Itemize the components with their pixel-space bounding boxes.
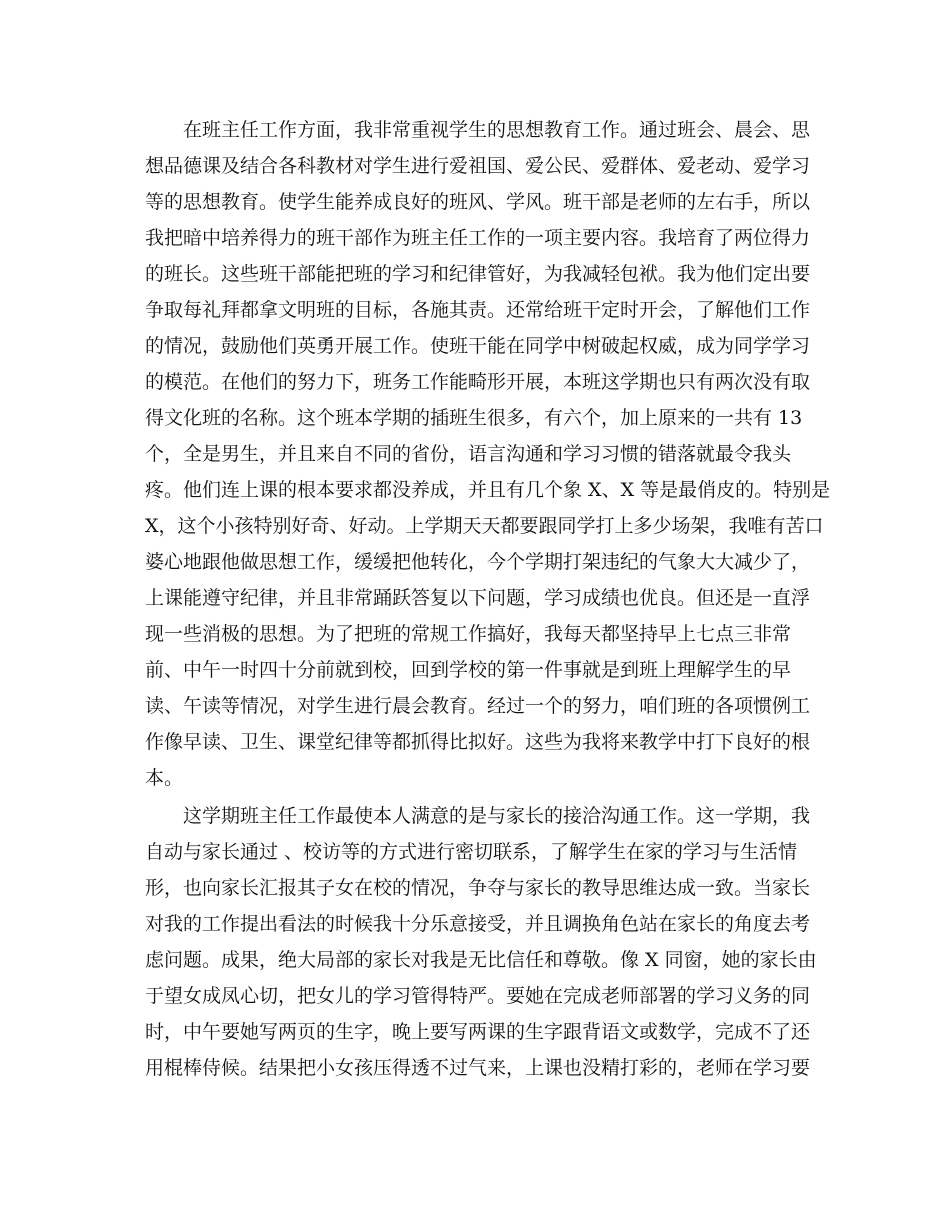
paragraph-2-line-6: 于望女成凤心切，把女儿的学习管得特严。要她在完成老师部署的学习义务的同 bbox=[145, 985, 811, 1007]
paragraph-1-line-14: 上课能遵守纪律，并且非常踊跃答复以下问题，学习成绩也优良。但还是一直浮 bbox=[145, 587, 811, 609]
paragraph-1-line-4: 我把暗中培养得力的班干部作为班主任工作的一项主要内容。我培育了两位得力 bbox=[145, 227, 811, 249]
document-body bbox=[145, 112, 831, 1086]
paragraph-2-line-4: 对我的工作提出看法的时候我十分乐意接受，并且调换角色站在家长的角度去考 bbox=[145, 913, 811, 935]
paragraph-1-line-3: 等的思想教育。使学生能养成良好的班风、学风。班干部是老师的左右手，所以 bbox=[145, 191, 811, 213]
paragraph-1-line-17: 读、午读等情况，对学生进行晨会教育。经过一个的努力，咱们班的各项惯例工 bbox=[145, 695, 811, 717]
paragraph-1-line-13: 婆心地跟他做思想工作，缓缓把他转化，今个学期打架违纪的气象大大减少了， bbox=[145, 551, 811, 573]
paragraph-1-line-11: 疼。他们连上课的根本要求都没养成，并且有几个象 X、X 等是最俏皮的。特别是 bbox=[145, 479, 831, 501]
paragraph-1-line-19: 本。 bbox=[145, 767, 184, 789]
paragraph-2-line-2: 自动与家长通过 、校访等的方式进行密切联系，了解学生在家的学习与生活情 bbox=[145, 841, 798, 863]
paragraph-2-line-8: 用棍棒侍候。结果把小女孩压得透不过气来，上课也没精打彩的，老师在学习要 bbox=[145, 1057, 811, 1079]
paragraph-2-line-3: 形，也向家长汇报其子女在校的情况，争夺与家长的教导思维达成一致。当家长 bbox=[145, 877, 811, 899]
paragraph-1 bbox=[145, 112, 831, 796]
paragraph-1-line-12: X，这个小孩特别好奇、好动。上学期天天都要跟同学打上多少场架，我唯有苦口 bbox=[145, 515, 824, 537]
paragraph-1-line-16: 前、中午一时四十分前就到校，回到学校的第一件事就是到班上理解学生的早 bbox=[145, 659, 792, 681]
paragraph-1-line-6: 争取每礼拜都拿文明班的目标，各施其责。还常给班干定时开会，了解他们工作 bbox=[145, 299, 811, 321]
paragraph-1-line-1: 在班主任工作方面，我非常重视学生的思想教育工作。通过班会、晨会、思 bbox=[183, 119, 811, 141]
paragraph-1-line-2: 想品德课及结合各科教材对学生进行爱祖国、爱公民、爱群体、爱老动、爱学习 bbox=[145, 155, 811, 177]
paragraph-2 bbox=[145, 798, 817, 1086]
paragraph-1-line-18: 作像早读、卫生、课堂纪律等都抓得比拟好。这些为我将来教学中打下良好的根 bbox=[145, 731, 811, 753]
paragraph-2-line-5: 虑问题。成果，绝大局部的家长对我是无比信任和尊敬。像 X 同窗，她的家长由 bbox=[145, 949, 817, 971]
paragraph-2-line-7: 时，中午要她写两页的生字，晚上要写两课的生字跟背语文或数学，完成不了还 bbox=[145, 1021, 811, 1043]
paragraph-1-line-7: 的情况，鼓励他们英勇开展工作。使班干能在同学中树破起权威，成为同学学习 bbox=[145, 335, 811, 357]
paragraph-2-line-1: 这学期班主任工作最使本人满意的是与家长的接洽沟通工作。这一学期，我 bbox=[183, 805, 811, 827]
paragraph-1-line-8: 的模范。在他们的努力下，班务工作能畸形开展，本班这学期也只有两次没有取 bbox=[145, 371, 811, 393]
paragraph-1-line-10: 个，全是男生，并且来自不同的省份，语言沟通和学习习惯的错落就最令我头 bbox=[145, 443, 792, 465]
paragraph-1-line-15: 现一些消极的思想。为了把班的常规工作搞好，我每天都坚持早上七点三非常 bbox=[145, 623, 792, 645]
paragraph-1-line-9: 得文化班的名称。这个班本学期的插班生很多，有六个，加上原来的一共有 13 bbox=[145, 407, 803, 429]
paragraph-1-line-5: 的班长。这些班干部能把班的学习和纪律管好，为我减轻包袱。我为他们定出要 bbox=[145, 263, 811, 285]
